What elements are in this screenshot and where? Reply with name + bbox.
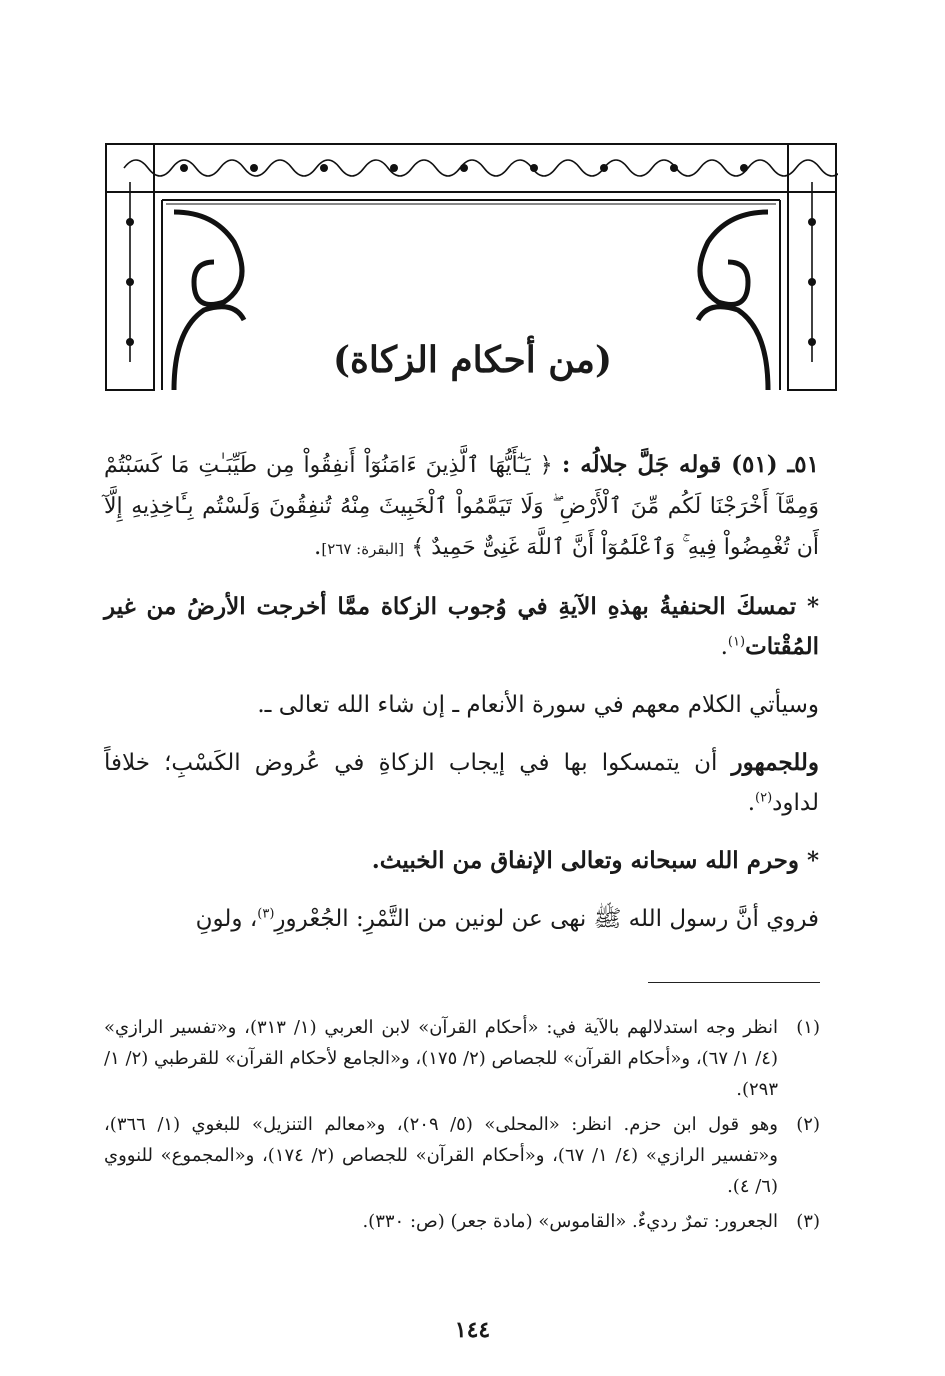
quran-verse: ﴿ يَـٰٓأَيُّهَا ٱلَّذِينَ ءَامَنُوٓاْ أَنفِقُواْ مِن طَيِّبَـٰتِ مَا كَسَبْتُمْ وَمِمَّآ أَخْرَجْنَا لَكُم مِّنَ ٱلْأَرْضِ ۖ وَلَا تَيَمَّمُواْ ٱلْخَبِيثَ مِنْهُ تُنفِقُونَ وَلَسْتُم بِـَٔاخِذِيهِ إِلَّآ أَن تُغْمِضُواْ فِيهِ ۚ وَٱعْلَمُوٓاْ أَنَّ ٱللَّهَ غَنِىٌّ حَمِيدٌ ﴾ — [104, 453, 819, 560]
footnote-ref-3[interactable]: (٣) — [257, 906, 275, 922]
jumhur-text: أن يتمسكوا بها في إيجاب الزكاةِ في عُروض الكَسْبِ؛ خلافاً لداود — [104, 750, 819, 816]
footnote-text: وهو قول ابن حزم. انظر: «المحلى» (٥/ ٢٠٩)، و«معالم التنزيل» للبغوي (١/ ٣٦٦)، و«تفسير الرازي» (٤/ ١/ ٦٧)، و«أحكام القرآن» للجصاص (٢/ ١٧٤)، و«المجموع» للنووي (٦/ ٤). — [104, 1114, 778, 1197]
paragraph-verse — [104, 445, 819, 569]
footnote-text: انظر وجه استدلالهم بالآية في: «أحكام القرآن» لابن العربي (١/ ٣١٣)، و«تفسير الرازي» (٤/ ١/ ٦٧)، و«أحكام القرآن» للجصاص (٢/ ١٧٥)، و«الجامع لأحكام القرآن» للقرطبي (٢/ ١/ ٢٩٣). — [104, 1017, 778, 1100]
footnote-number: (١) — [796, 1017, 820, 1038]
footnote-ref-1[interactable]: (١) — [727, 634, 746, 650]
hanafi-text: * تمسكَ الحنفيةُ بهذهِ الآيةِ في وُجوب الزكاة ممَّا أخرجت الأرضُ من غير المُقْتات — [104, 593, 819, 660]
paragraph-jumhur — [104, 743, 819, 823]
anam-text: وسيأتي الكلام معهم في سورة الأنعام ـ إن شاء الله تعالى ـ. — [257, 692, 819, 718]
page-number: ١٤٤ — [454, 1317, 491, 1343]
jumhur-label: وللجمهور — [731, 749, 819, 776]
paragraph-hanafi — [104, 587, 819, 667]
footnote-number: (٢) — [796, 1114, 820, 1135]
chapter-title: (من أحكام الزكاة) — [250, 330, 695, 390]
footnote-item — [104, 1012, 820, 1105]
verse-end: . — [314, 534, 322, 560]
footnote-item — [104, 1109, 820, 1202]
jurur-text: فروي أنَّ رسول الله ﷺ نهى عن لونين من التَّمْرِ: الجُعْرورِ — [274, 906, 819, 932]
footnote-item — [104, 1206, 820, 1237]
footnote-ref-2[interactable]: (٢) — [755, 790, 773, 806]
footnote-divider — [648, 982, 820, 983]
paragraph-khabith — [104, 841, 819, 881]
main-text — [104, 445, 819, 957]
paragraph-jurur — [104, 899, 819, 939]
jurur-end: ، ولونِ — [195, 906, 258, 932]
khabith-text: * وحرم الله سبحانه وتعالى الإنفاق من الخبيث. — [371, 847, 819, 874]
jumhur-end: . — [747, 790, 756, 816]
footnote-number: (٣) — [796, 1211, 820, 1232]
footnote-text: الجعرور: تمرٌ رديءٌ. «القاموس» (مادة جعر) (ص: ٣٣٠). — [362, 1211, 778, 1232]
hanafi-end: . — [720, 634, 728, 660]
footnotes — [104, 1012, 820, 1241]
paragraph-anam — [104, 685, 819, 725]
verse-reference: [البقرة: ٢٦٧] — [321, 540, 405, 558]
verse-lead: ٥١ـ (٥١) قوله جَلَّ جلالُه : — [561, 451, 819, 478]
